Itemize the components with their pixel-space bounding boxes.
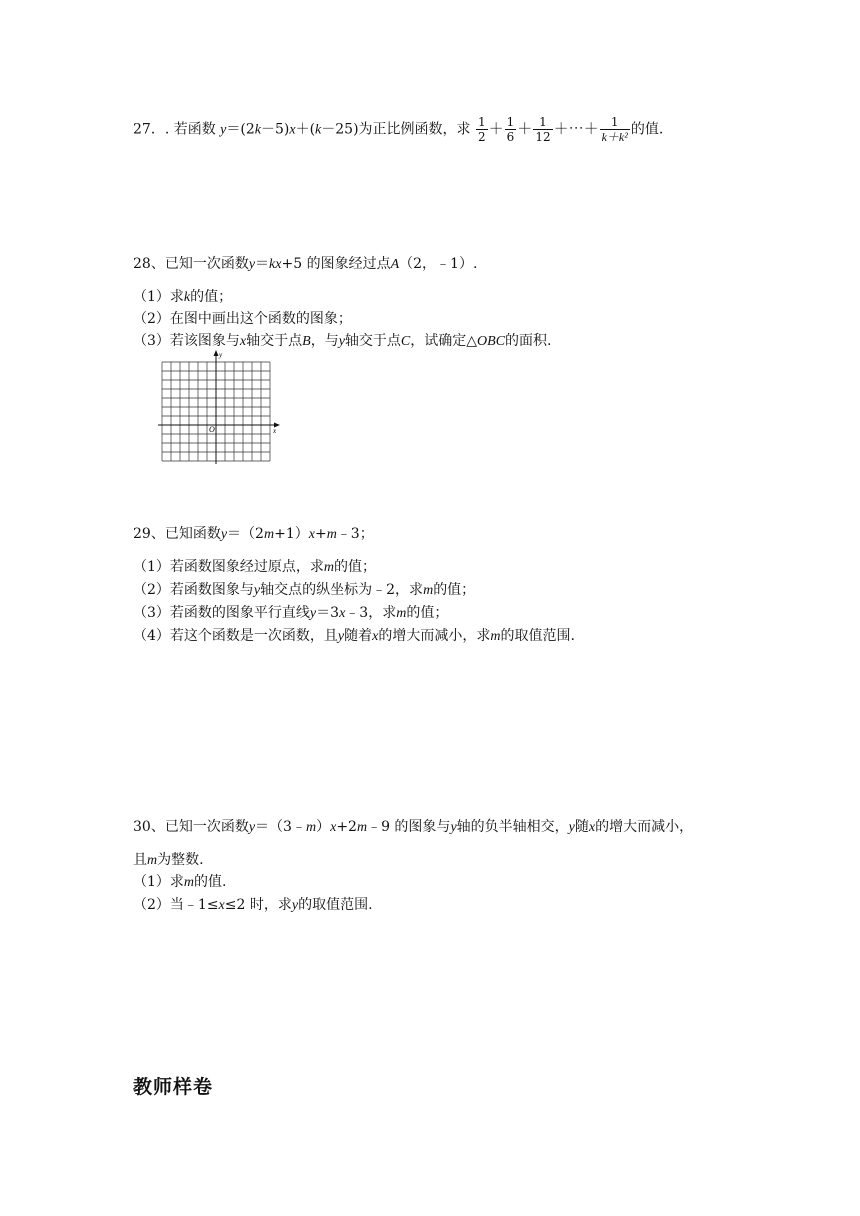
q27-text-post: 的值. <box>630 121 664 138</box>
grid-x-label: x <box>273 427 277 435</box>
coordinate-grid-svg <box>156 350 286 465</box>
q29-title: 29、已知函数y＝（2m+1）x+m﹣3； <box>133 526 374 542</box>
q27-frac-last: $\frac{1}{\text{k＋k²}}$ <box>601 115 628 144</box>
q27-number: 27．. <box>133 121 170 138</box>
q29-sub2: （2）若函数图象与y轴交点的纵坐标为﹣2，求m的值； <box>133 582 476 598</box>
q29-sub3: （3）若函数的图象平行直线y＝3x﹣3，求m的值； <box>133 605 449 621</box>
y-axis-arrow <box>214 350 219 356</box>
q27-m5: －5) <box>260 121 290 138</box>
q27-m25: －25)为正比例函数，求 <box>321 121 471 138</box>
q29-sub1: （1）若函数图象经过原点，求m的值； <box>133 559 377 575</box>
grid-y-label: y <box>219 351 223 359</box>
q28-title: 28、已知一次函数y＝kx+5 的图象经过点A（2，﹣1）. <box>133 256 478 272</box>
q30-sub1: （1）求m的值. <box>133 874 227 890</box>
q27-var-k: k <box>254 122 261 138</box>
section-title: 教师样卷 <box>133 1076 214 1098</box>
q27-frac-1: $\frac{1}{2}$ <box>478 115 486 144</box>
q29-sub4: （4）若这个函数是一次函数，且y随着x的增大而减小，求m的取值范围. <box>133 628 575 644</box>
q30-title: 30、已知一次函数y＝（3﹣m）x+2m﹣9 的图象与y轴的负半轴相交，y随x的增大而减小， <box>133 819 694 835</box>
grid-origin-label: O <box>209 425 215 434</box>
q27-var-k2: k <box>315 122 322 138</box>
q27-op-2: ＋ <box>517 119 533 138</box>
q30-sub2: （2）当﹣1≤x≤2 时，求y的取值范围. <box>133 897 373 913</box>
q27-plus: ＋( <box>295 121 316 138</box>
q27-var-x: x <box>289 122 296 138</box>
q28-sub3: （3）若该图象与x轴交于点B，与y轴交于点C，试确定△OBC的面积. <box>133 333 552 349</box>
q30-line2: 且m为整数. <box>133 852 204 868</box>
q27-text-pre: 若函数 <box>173 121 216 138</box>
q28-sub2: （2）在图中画出这个函数的图象； <box>133 311 352 327</box>
q28-sub1: （1）求k的值； <box>133 289 233 305</box>
q27-frac-3: $\frac{1}{12}$ <box>535 115 551 144</box>
coordinate-grid <box>156 350 286 469</box>
q27-eq: ＝(2 <box>226 121 255 138</box>
q27-ellipsis: ＋⋯＋ <box>553 119 599 138</box>
q27-line <box>133 115 663 144</box>
q27-op-1: ＋ <box>488 119 504 138</box>
q27-frac-2: $\frac{1}{6}$ <box>506 115 515 144</box>
q27-var-y: y <box>220 122 227 138</box>
